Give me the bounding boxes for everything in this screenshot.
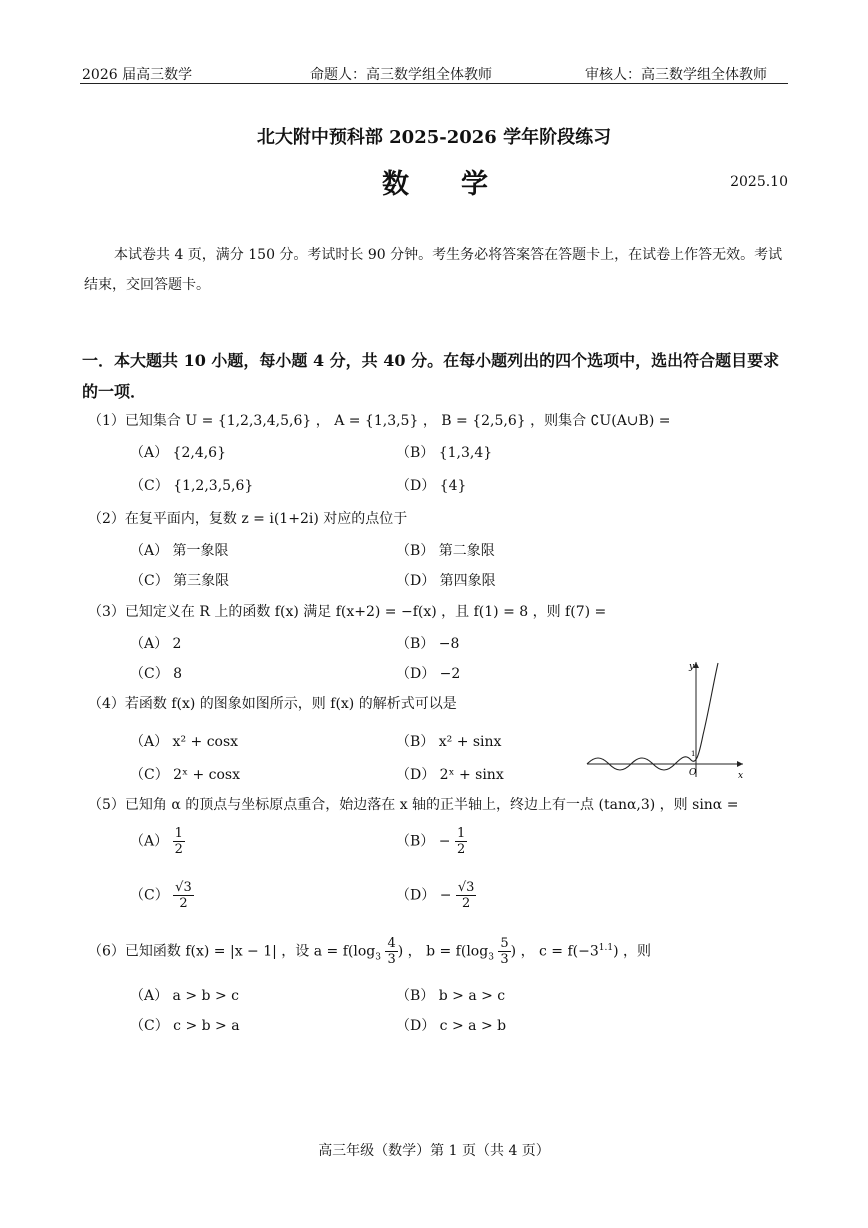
instructions: 本试卷共 4 页，满分 150 分。考试时长 90 分钟。考生务必将答案答在答题卡上，在试卷上作答无效。考试结束，交回答题卡。 — [84, 247, 783, 293]
x-axis-arrow — [737, 761, 743, 767]
q5-b-fraction: $\frac{1}{2}$ — [456, 826, 466, 857]
header-right: 审核人：高三数学组全体教师 — [585, 67, 767, 83]
question-4-stem: （4）若函数 f(x) 的图象如图所示，则 f(x) 的解析式可以是 — [88, 696, 457, 712]
q6-option-a[interactable]: （A） a > b > c — [130, 988, 239, 1004]
q4-option-d[interactable]: （D） 2ˣ + sinx — [396, 767, 504, 783]
q1-option-a[interactable]: （A） {2,4,6} — [130, 445, 226, 461]
section-heading: 一．本大题共 10 小题，每小题 4 分，共 40 分。在每小题列出的四个选项中，选出符合题目要求的一项． — [82, 351, 780, 401]
q4-function-graph — [585, 655, 750, 780]
curve — [587, 663, 718, 770]
q4-option-a[interactable]: （A） x² + cosx — [130, 734, 239, 750]
question-5-stem: （5）已知角 α 的顶点与坐标原点重合，始边落在 x 轴的正半轴上，终边上有一点 (tanα,3) ，则 sinα = — [88, 797, 739, 813]
q2-option-c[interactable]: （C） 第三象限 — [130, 573, 230, 589]
q6-frac-1: $\frac{4}{3}$ — [387, 936, 396, 967]
q3-option-c[interactable]: （C） 8 — [130, 666, 183, 682]
q4-option-c[interactable]: （C） 2ˣ + cosx — [130, 767, 240, 783]
q2-option-b[interactable]: （B） 第二象限 — [396, 543, 495, 559]
tick-label: 1 — [691, 750, 696, 758]
q5-option-c[interactable]: （C） $\frac{√3}{2}$ — [130, 880, 192, 911]
question-6-stem: （6）已知函数 f(x) = |x − 1| ，设 $a = f(\log_3$ $\frac{4}{3}$ ) ， $b = f(\log_3$ $\frac{5}{3}$ ) ， $c = f(-3^{1.1})$ ，则 — [88, 936, 652, 967]
q2-option-a[interactable]: （A） 第一象限 — [130, 543, 229, 559]
header-left: 2026 届高三数学 — [82, 67, 193, 83]
q5-c-fraction: $\frac{√3}{2}$ — [175, 880, 192, 911]
question-1-stem: （1）已知集合 U = {1,2,3,4,5,6} ， A = {1,3,5} ， B = {2,5,6} ，则集合 ∁U(A∪B) = — [88, 413, 671, 429]
q6-frac-2: $\frac{5}{3}$ — [500, 936, 509, 967]
subject-title: 数学 — [382, 169, 540, 200]
q3-option-a[interactable]: （A） 2 — [130, 636, 182, 652]
q6-option-d[interactable]: （D） c > a > b — [396, 1018, 507, 1034]
q1-option-d[interactable]: （D） {4} — [396, 478, 467, 494]
header-rule — [80, 83, 788, 84]
y-label: y — [689, 662, 695, 672]
q2-option-d[interactable]: （D） 第四象限 — [396, 573, 496, 589]
q5-option-d[interactable]: （D） − $\frac{√3}{2}$ — [396, 880, 475, 911]
page-footer: 高三年级（数学）第 1 页（共 4 页） — [318, 1143, 550, 1159]
exam-date: 2025.10 — [730, 174, 788, 190]
q5-d-fraction: $\frac{√3}{2}$ — [457, 880, 475, 911]
header-center: 命题人：高三数学组全体教师 — [310, 67, 492, 83]
q5-option-b[interactable]: （B） − $\frac{1}{2}$ — [396, 826, 466, 857]
q1-option-c[interactable]: （C） {1,2,3,5,6} — [130, 478, 254, 494]
q1-option-b[interactable]: （B） {1,3,4} — [396, 445, 493, 461]
q5-option-a[interactable]: （A） $\frac{1}{2}$ — [130, 826, 183, 857]
exam-title: 北大附中预科部 2025-2026 学年阶段练习 — [256, 127, 612, 148]
origin-label: O — [689, 768, 697, 778]
q4-option-b[interactable]: （B） x² + sinx — [396, 734, 502, 750]
q5-a-fraction: $\frac{1}{2}$ — [174, 826, 183, 857]
question-2-stem: （2）在复平面内，复数 z = i(1+2i) 对应的点位于 — [88, 511, 408, 527]
question-3-stem: （3）已知定义在 R 上的函数 f(x) 满足 f(x+2) = −f(x) ，且 f(1) = 8 ，则 f(7) = — [88, 604, 607, 620]
x-label: x — [738, 771, 744, 780]
q3-option-b[interactable]: （B） −8 — [396, 636, 460, 652]
q6-option-c[interactable]: （C） c > b > a — [130, 1018, 240, 1034]
q3-option-d[interactable]: （D） −2 — [396, 666, 461, 682]
q6-option-b[interactable]: （B） b > a > c — [396, 988, 506, 1004]
